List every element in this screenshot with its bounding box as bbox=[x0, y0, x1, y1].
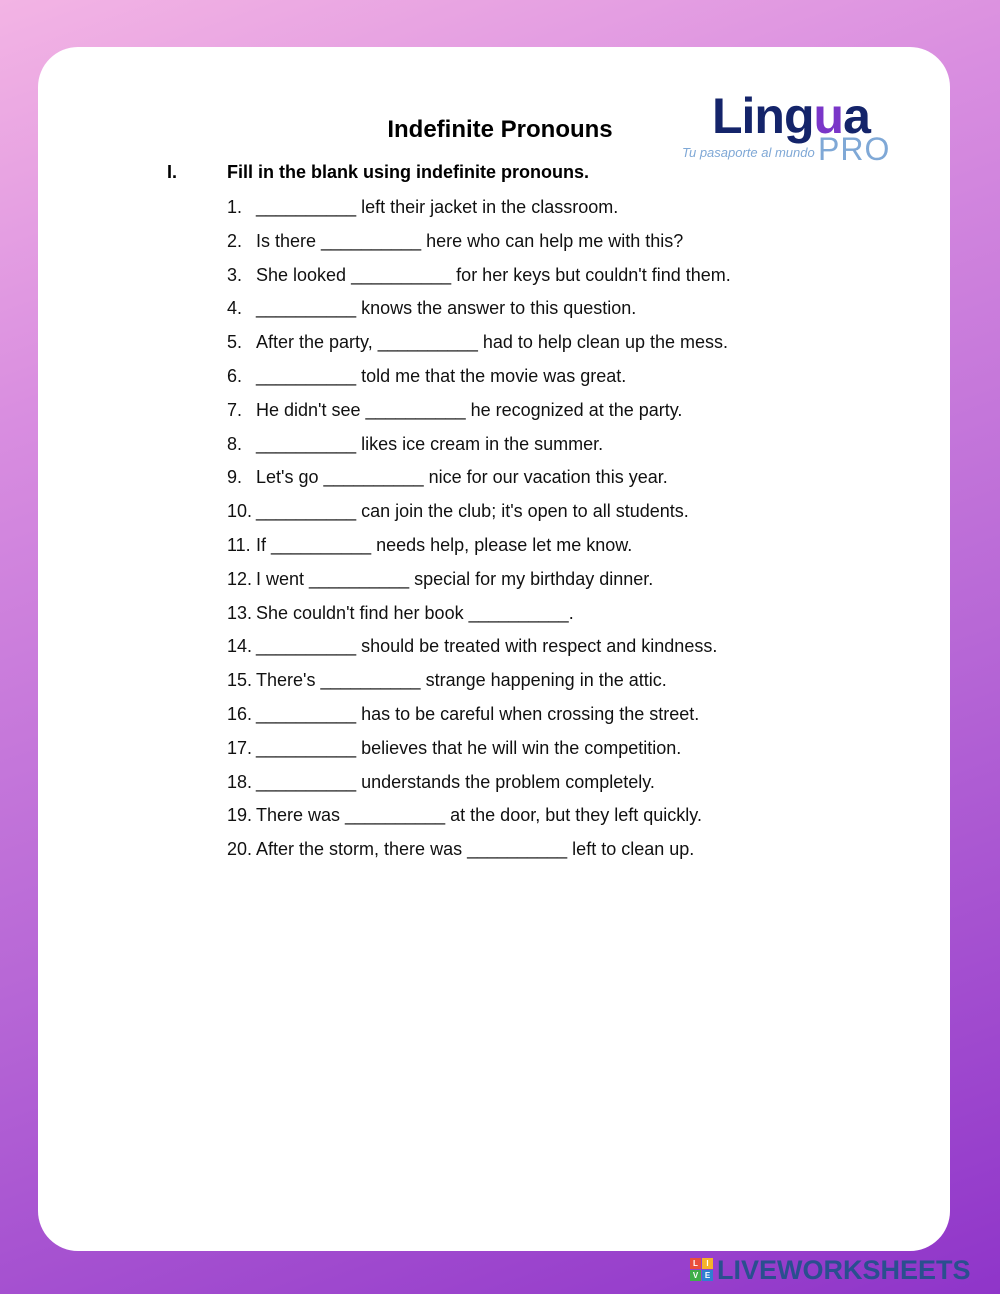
exercise-item[interactable]: 13. She couldn't find her book __________. bbox=[227, 602, 574, 623]
exercise-item[interactable]: 20. After the storm, there was __________ left to clean up. bbox=[227, 839, 695, 860]
exercise-list bbox=[227, 195, 731, 871]
exercise-item[interactable]: 5. After the party, __________ had to help clean up the mess. bbox=[227, 332, 728, 353]
exercise-item[interactable]: 16. __________ has to be careful when crossing the street. bbox=[227, 703, 700, 724]
liveworksheets-footer[interactable] bbox=[690, 1256, 971, 1284]
exercise-item[interactable]: 15. There's __________ strange happening in the attic. bbox=[227, 670, 667, 691]
exercise-item[interactable]: 6. __________ told me that the movie was great. bbox=[227, 365, 627, 386]
exercise-item[interactable]: 18. __________ understands the problem completely. bbox=[227, 771, 655, 792]
exercise-item[interactable]: 4. __________ knows the answer to this question. bbox=[227, 298, 637, 319]
exercise-item[interactable]: 11. If __________ needs help, please let me know. bbox=[227, 534, 633, 555]
exercise-item[interactable]: 1. __________ left their jacket in the classroom. bbox=[227, 197, 619, 217]
section-heading bbox=[167, 162, 589, 183]
exercise-item[interactable]: 7. He didn't see __________ he recognized at the party. bbox=[227, 399, 683, 420]
exercise-item[interactable]: 14. __________ should be treated with respect and kindness. bbox=[227, 636, 718, 657]
exercise-item[interactable]: 8. __________ likes ice cream in the summer. bbox=[227, 433, 604, 454]
logo-pro: PRO bbox=[818, 131, 891, 167]
logo-wordmark: Lingua bbox=[712, 88, 870, 144]
logo-tagline: Tu pasaporte al mundo bbox=[682, 145, 815, 160]
page-title: Indefinite Pronouns bbox=[387, 116, 613, 143]
exercise-item[interactable]: 10. __________ can join the club; it's open to all students. bbox=[227, 501, 689, 522]
liveworksheets-brand: LIVEWORKSHEETS bbox=[717, 1255, 971, 1285]
exercise-item[interactable]: 12. I went __________ special for my birthday dinner. bbox=[227, 568, 654, 589]
exercise-item[interactable]: 17. __________ believes that he will win the competition. bbox=[227, 737, 682, 758]
exercise-item[interactable]: 2. Is there __________ here who can help me with this? bbox=[227, 230, 684, 251]
live-badge-icon: L I V E bbox=[690, 1258, 714, 1282]
exercise-item[interactable]: 19. There was __________ at the door, but they left quickly. bbox=[227, 805, 702, 826]
section-numeral: I. bbox=[167, 162, 178, 182]
section-instruction: Fill in the blank using indefinite pronouns. bbox=[227, 162, 589, 182]
exercise-item[interactable]: 3. She looked __________ for her keys but couldn't find them. bbox=[227, 264, 731, 285]
exercise-item[interactable]: 9. Let's go __________ nice for our vacation this year. bbox=[227, 467, 668, 488]
linguapro-logo bbox=[680, 88, 900, 168]
